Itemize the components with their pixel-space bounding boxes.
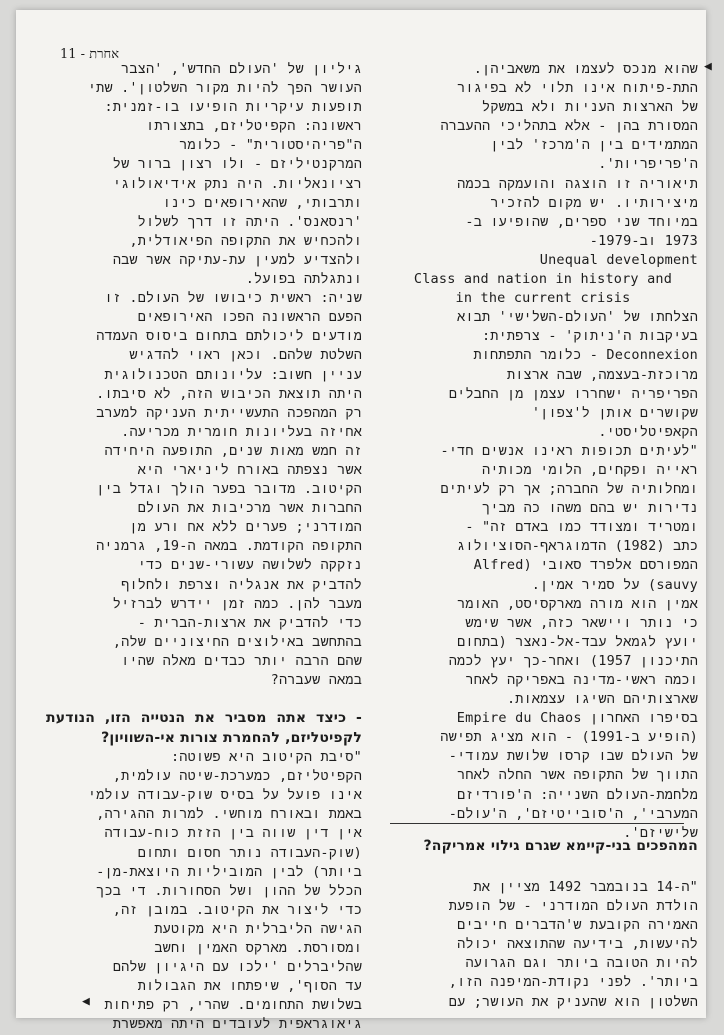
left-answer-line: באמת ובאורח מוחשי. למרות ההגירה,: [96, 806, 362, 823]
right-column-line: שהוא מנכס לעצמו את משאביהן.: [473, 61, 698, 77]
right-column-2-line: התיכנון 1957) ואחר-כך יעץ לכמה: [448, 652, 698, 669]
right-column-2-line: ומטריד ומצודד כמו באדם זה" -: [465, 519, 698, 536]
right-column-2-line: המפורסם אלפרד סאובי (Alfred: [473, 557, 698, 574]
left-answer-line: עד הסוף', שיפתחו את הגבולות: [137, 978, 362, 995]
right-text-column: [388, 60, 698, 843]
left-answer-line: ביותר) לבין המוביליות היוצאת-מן-: [96, 863, 362, 880]
right-column-2-line: הקאפיטליסטי.: [598, 423, 698, 440]
right-question-block: [388, 836, 698, 856]
right-column-2-line: המערבי', ה'סובייטיזם', ה'עולם-: [448, 805, 698, 822]
left-column-line: ולהצדיע למעין עת-עתיקה אשר שבה: [112, 251, 362, 268]
page-header-mark: 11 - אחרת: [60, 47, 120, 62]
left-column-line: גיליון של 'העולם החדש', 'הצבר: [121, 61, 362, 77]
left-column-line: ותרבותי, שהאירופאים כינו: [162, 194, 362, 211]
right-answer-line: הולדת העולם המודרני - של הופעת: [448, 898, 698, 915]
right-column-2-line: שלישיזם'.: [623, 824, 698, 841]
left-answer-line: אין דין שווה בין הזזת כוח-עבודה: [104, 825, 362, 842]
right-column-line: של הארצות העניות ולא במשקל: [482, 99, 698, 116]
left-answer-line: הקפיטליזם, כמערכת-שיטה עולמית,: [112, 768, 362, 785]
right-column-body: [388, 60, 698, 251]
right-column-2-line: בעיקבות ה'ניתוק' - צרפתית:: [481, 328, 698, 345]
left-column-line: ונתגלתה בפועל.: [245, 271, 362, 288]
right-answer-line: האמירה הקובעת ש'הדברים חייבים: [457, 917, 698, 934]
right-column-line: המסורת בהן - אלא בתהליכי ההעברה: [440, 118, 698, 135]
left-column-line: נזקקה לשלושה עשורי-שנים כדי: [137, 557, 362, 574]
right-answer-line: "ה-14 בנובמבר 1492 מציין את: [473, 879, 698, 895]
right-column-2-line: Deconnexion - כלומר התפתחות: [473, 347, 698, 364]
right-column-line: המתמידים בין ה'מרכז' לבין: [490, 137, 698, 154]
left-column-line: עניין חשוב: עליונותם הטכנולוגית: [104, 366, 362, 383]
right-column-2-line: התווך של התקופה אשר החלה לאחר: [457, 767, 698, 784]
left-answer-line: גיאוגראפית לעובדים היתה מאפשרת: [112, 1016, 362, 1033]
left-column-line: שהם הרבה יותר כבדים מאלה שהיו: [121, 652, 362, 669]
right-column-2-line: וכמה ראשי-מדינה באפריקה לאחר: [465, 672, 698, 688]
left-column-line: אחיזה בעליונות חומרית מכריעה.: [121, 423, 362, 440]
right-column-2-line: sauvy) על סמיר אמין.: [531, 576, 698, 593]
right-column-line: מיצירותיו. יש מקום להזכיר: [490, 194, 698, 211]
left-question-heading: - כיצד אתה מסביר את הנטייה הזו, הנודעת לקפיטליזם, להחמרת צורות אי-השוויון?: [46, 710, 362, 747]
right-column-line: במיוחד שני ספרים, שהופיעו ב-: [465, 213, 698, 230]
right-column-2-line: (הופיע ב-1991) - הוא מציג תפישה: [440, 729, 698, 746]
right-column-body-2: [388, 308, 698, 843]
left-column-line: מודעים ליכולתם בתחום ביסוס העמדה: [96, 328, 362, 345]
triangle-right-icon: ◀: [704, 59, 712, 74]
right-column-2-line: כתב (1982) הדמוגראף-הסוציולוג: [457, 538, 698, 555]
right-column-2-line: "לעיתים תכופות ראינו אנשים חדי-: [440, 442, 698, 459]
left-text-column: [46, 60, 362, 1035]
left-column-line: אשר נצפתה באורח ליניארי היא: [137, 461, 362, 478]
right-answer-block: [388, 878, 698, 1012]
book-title-line-1: Unequal development: [539, 251, 698, 268]
left-column-line: להדביק את אנגליה וצרפת ולחלוף: [121, 576, 362, 593]
left-answer-body: [46, 748, 362, 1034]
right-column-line: ה'פריפריות'.: [598, 156, 698, 173]
right-column-2-line: יועץ לגמאל עבד-אל-נאצר (בתחום: [457, 633, 698, 650]
right-column-2-line: מרוכזת-בעצמה, שבה ארצות: [506, 366, 698, 383]
left-column-line: העושר הפך להיות מקור השלטון'. שתי: [87, 80, 362, 97]
left-column-line: הקיטוב. מדובר בפער הולך וגדל בין: [96, 481, 362, 498]
left-column-body: [46, 60, 362, 690]
left-column-line: שניה: ראשית כיבושו של העולם. זו: [104, 290, 362, 307]
left-column-line: התקופה הקודמת. במאה ה-19, גרמניה: [96, 538, 362, 555]
left-column-line: ראשונה: הקפיטליזם, בתצורתו: [146, 118, 362, 135]
left-column-line: כדי להדביק את ארצות-הברית -: [137, 614, 362, 631]
right-column-2-line: ומחלותיה של החברה; אך רק לעיתים: [440, 481, 698, 498]
triangle-left-icon: ◀: [82, 994, 90, 1009]
right-answer-line: ביותר'. לפני נקודת-המיפנה הזו,: [448, 974, 698, 991]
right-column-2-line: נדירות יש בהם משהו כה מביך: [482, 500, 698, 517]
left-answer-line: הגישה הליברלית היא מקוטעת: [154, 920, 362, 937]
left-answer-line: הכלל של ההון ושל הסחורות. די בכך: [96, 882, 362, 899]
right-column-2-line: בסיפרו האחרון Empire du Chaos: [456, 710, 698, 727]
right-column-2-line: הפריפריה ישחררו עצמן מן החבלים: [448, 385, 698, 402]
right-column-2-line: הצלחתו של 'העולם-השלישי' תבוא: [457, 309, 698, 326]
left-column-line: החברות אשר מרכיבות את העולם: [137, 500, 362, 517]
right-column-line: 1973 וב-1979-: [589, 232, 698, 249]
left-answer-line: שהליברלים 'ילכו עם היגיון שלהם: [112, 959, 362, 976]
left-column-line: רציונאליות. היה נתק אידיאולוגי: [112, 175, 362, 192]
left-column-line: רק המהפכה התעשייתית העניקה למערב: [96, 404, 362, 421]
left-answer-line: (שוק-העבודה נותר חסום ותחום: [137, 844, 362, 861]
right-answer-line: להיות הטובה ביותר וגם הגרועה: [465, 955, 698, 972]
left-column-line: זה חמש מאות שנים, התופעה היחידה: [104, 442, 362, 459]
left-column-line: המרקנטיליזם - ולו רצון ברור של: [112, 156, 362, 173]
left-column-line: ה"פריהיסטורית" - כלומר: [179, 137, 362, 154]
right-question-heading: המהפכים בני-קיימא שגרם גילוי אמריקה?: [423, 838, 698, 854]
left-column-line: היתה תוצאת הכיבוש הזה, לא סיבתו.: [96, 385, 362, 402]
left-column-line: בהתחשב באילוצים החיצוניים שלה,: [112, 633, 362, 650]
left-column-line: מעבר להן. כמה זמן יידרש לברזיל: [112, 595, 362, 612]
right-column-line: תיאוריה זו הוצגה והועמקה בכמה: [457, 175, 698, 192]
left-column-line: במאה שעברה?: [270, 672, 362, 688]
right-answer-line: להיעשות, בידיעה שהתוצאה יכולה: [457, 936, 698, 953]
book-title-line-2: Class and nation in history and: [413, 271, 673, 288]
right-column-2-line: שקושרים אותן ל'צפון': [531, 404, 698, 421]
left-answer-line: כדי ליצור את הקיטוב. במובן זה,: [112, 901, 362, 918]
right-column-line: התת-פיתוח אינו תלוי לא בפיגור: [457, 80, 698, 97]
right-column-2-line: כי נותר ויישאר כזה, אשר שימש: [465, 614, 698, 631]
left-column-line: הפעם הראשונה הפכו האירופאים: [137, 309, 362, 326]
left-answer-line: "סיבת הקיטוב היא פשוטה:: [170, 749, 362, 766]
left-column-line: המודרני; פערים ללא אח ורע מן: [129, 519, 362, 536]
right-answer-body: [388, 878, 698, 1012]
left-column-line: תופעות עיקריות הופיעו בו-זמנית:: [104, 99, 362, 116]
section-divider: [390, 823, 684, 824]
left-answer-line: אינו פועל על בסיס שוק-עבודה עולמי: [87, 787, 362, 804]
right-column-2-line: של העולם שבו קרסו שלושת עמודי-: [448, 748, 698, 765]
left-column-line: ולהכחיש את התקופה הפיאודלית,: [129, 232, 362, 249]
left-answer-line: בשלושת התחומים. שהרי, רק פתיחות: [104, 997, 362, 1014]
right-column-2-line: מלחמת-העולם השנייה: ה'פורדיזם: [457, 786, 698, 803]
right-column-2-line: ראייה ופקחים, הלומי מכותיה: [482, 461, 698, 478]
left-column-line: 'רנסאנס'. היתה זו דרך לשלול: [137, 213, 362, 230]
right-column-2-line: שארצותיהם השיגו עצמאות.: [506, 691, 698, 708]
book-title-line-3: in the current crisis: [455, 290, 631, 307]
left-column-line: השלטת שלהם. וכאן ראוי להדגיש: [129, 347, 362, 364]
right-answer-line: השלטון הוא שהעניק את העושר; עם: [448, 993, 698, 1010]
right-column-2-line: אמין הוא מורה מארקסיסט, האומר: [457, 595, 698, 612]
left-answer-line: ומסורסת. מארקס האמין וחשב: [154, 940, 362, 957]
